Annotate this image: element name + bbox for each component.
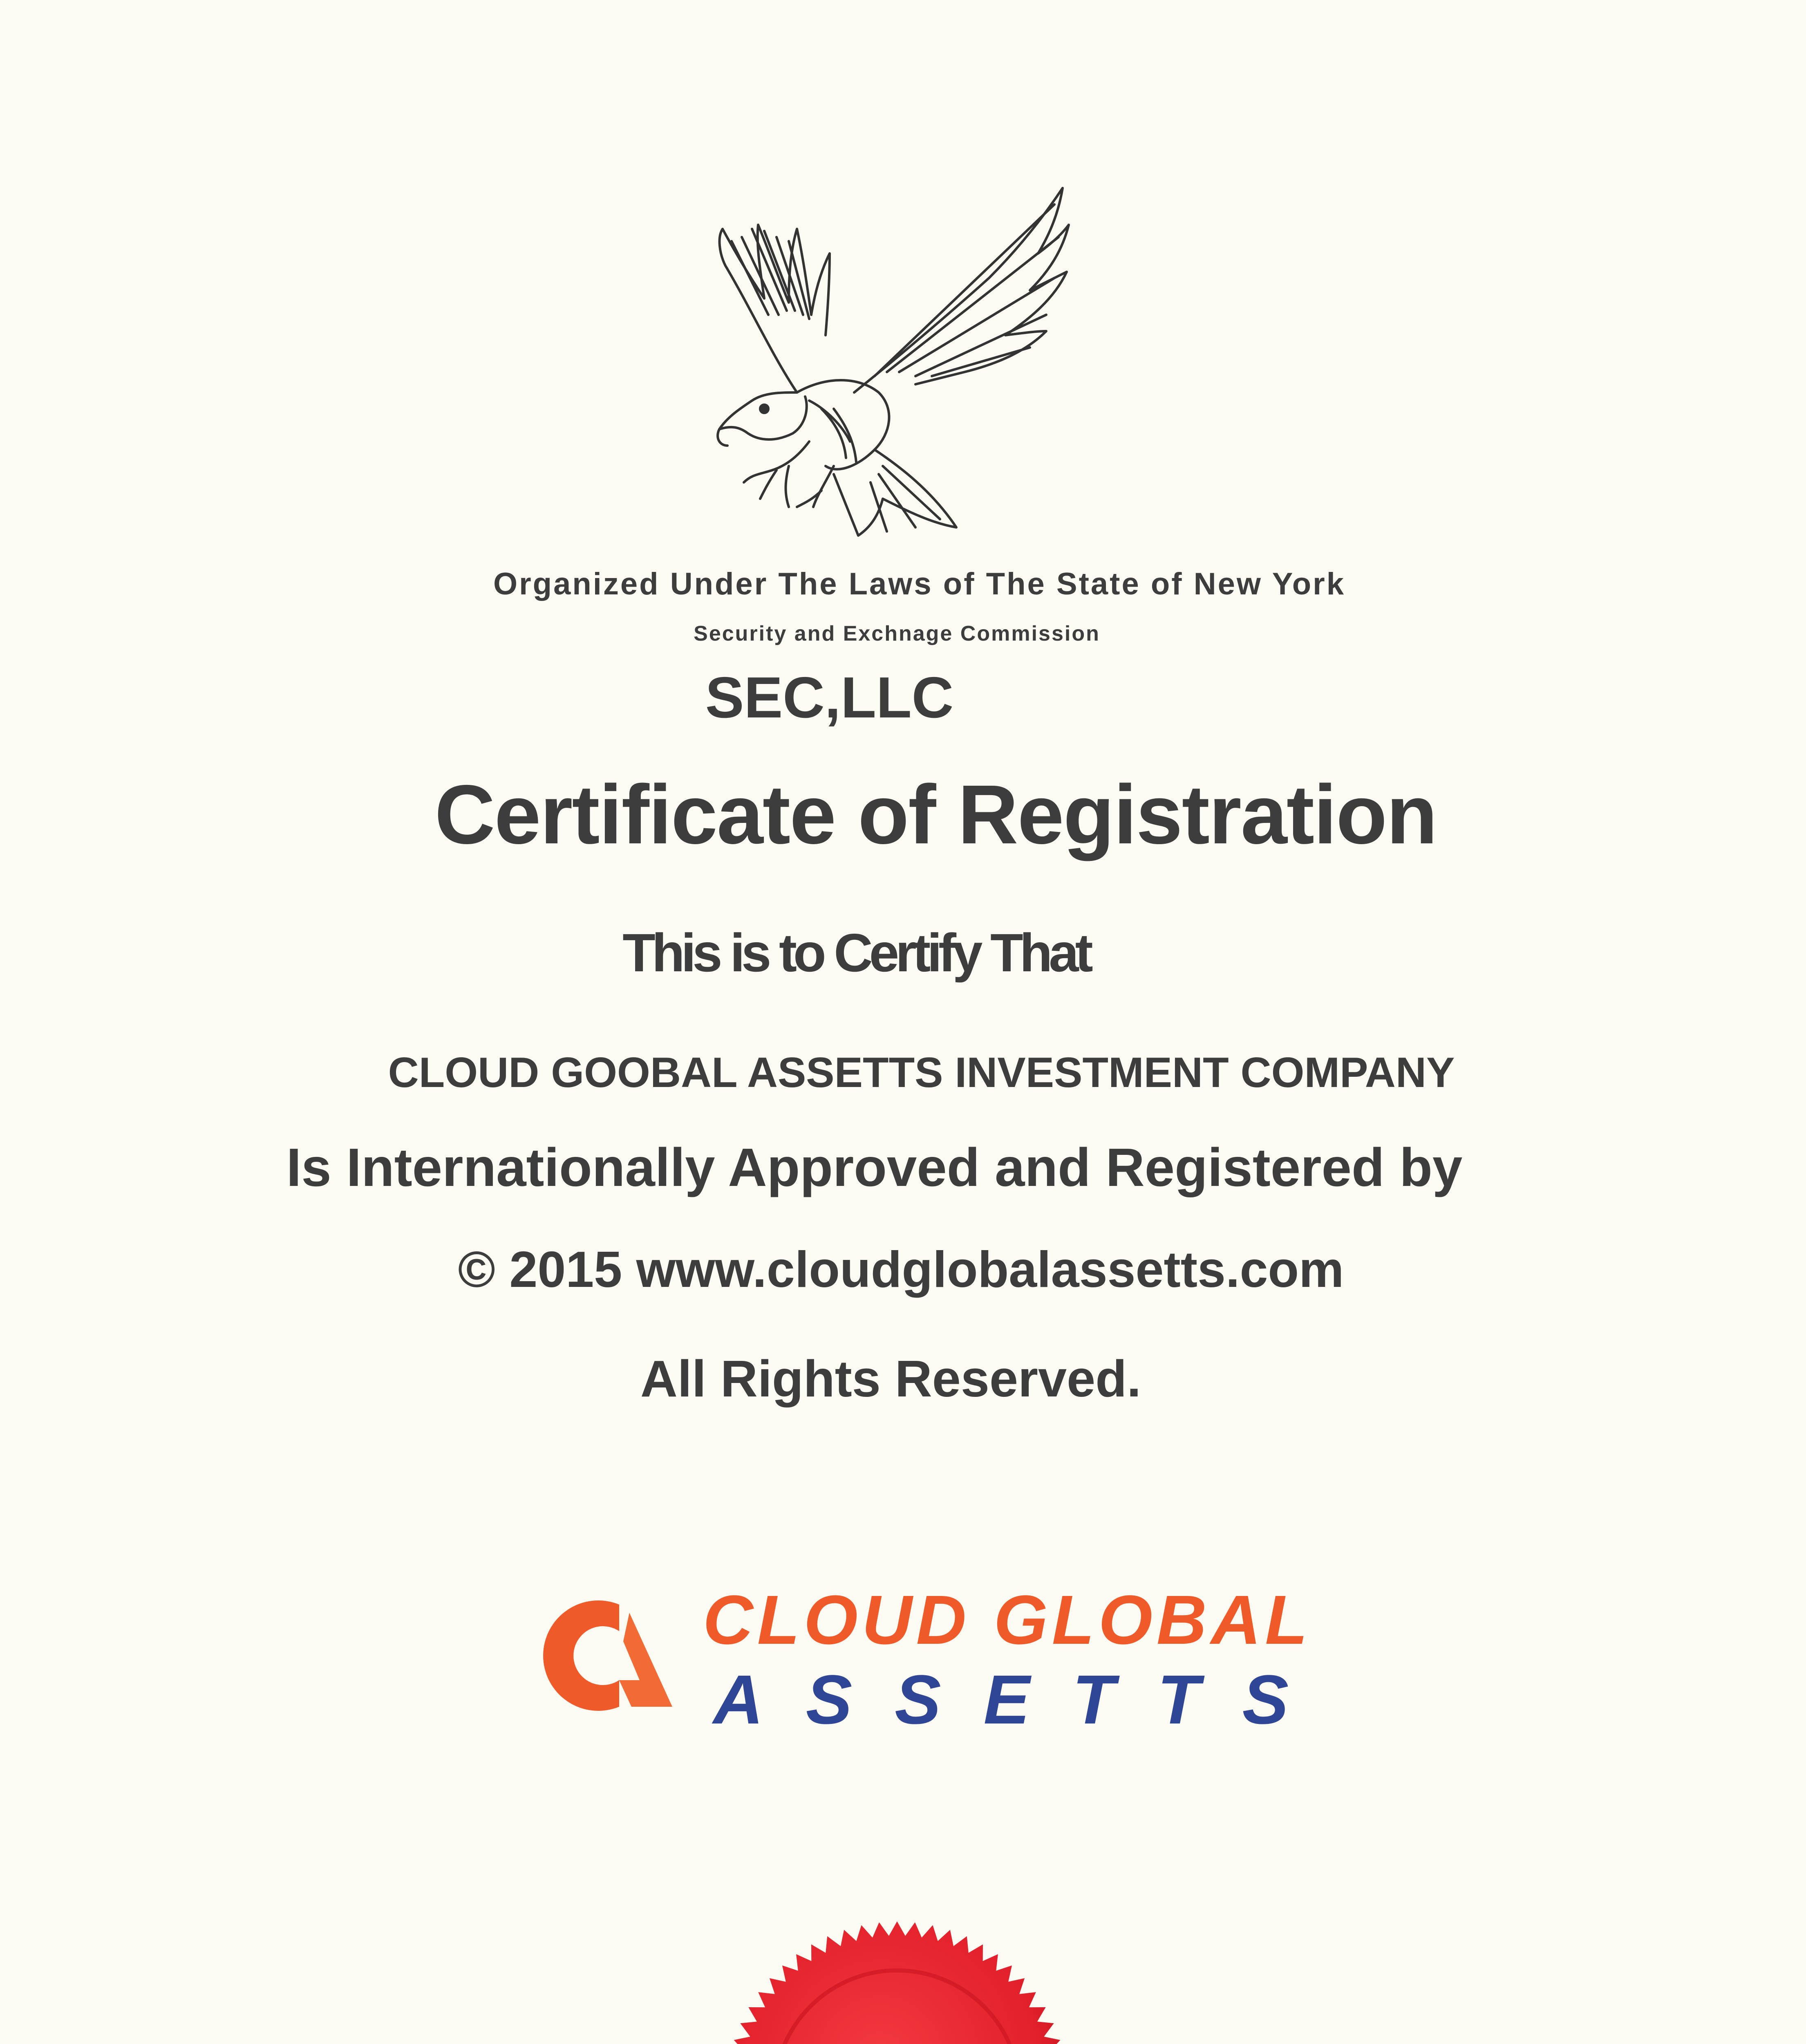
cloud-global-assetts-logo-icon xyxy=(537,1588,672,1723)
red-seal-icon xyxy=(721,1917,1073,2044)
logo-text-cloud-global: CLOUD GLOBAL xyxy=(703,1581,1312,1659)
logo-text-assetts: ASSETTS xyxy=(713,1661,1332,1739)
issuer-name: SEC,LLC xyxy=(705,665,954,730)
organized-under-laws: Organized Under The Laws of The State of New York xyxy=(493,567,1346,601)
certify-statement: This is to Certify That xyxy=(622,923,1090,983)
commission-name: Security and Exchnage Commission xyxy=(694,622,1100,645)
approval-statement: Is Internationally Approved and Registered by xyxy=(286,1137,1463,1197)
eagle-emblem xyxy=(703,180,1075,540)
rights-reserved: All Rights Reserved. xyxy=(640,1350,1141,1407)
company-name: CLOUD GOOBAL ASSETTS INVESTMENT COMPANY xyxy=(388,1049,1455,1096)
certificate-title: Certificate of Registration xyxy=(434,768,1437,861)
copyright-line: © 2015 www.cloudglobalassetts.com xyxy=(458,1242,1344,1298)
seal-serrated-edge xyxy=(725,1921,1069,2044)
